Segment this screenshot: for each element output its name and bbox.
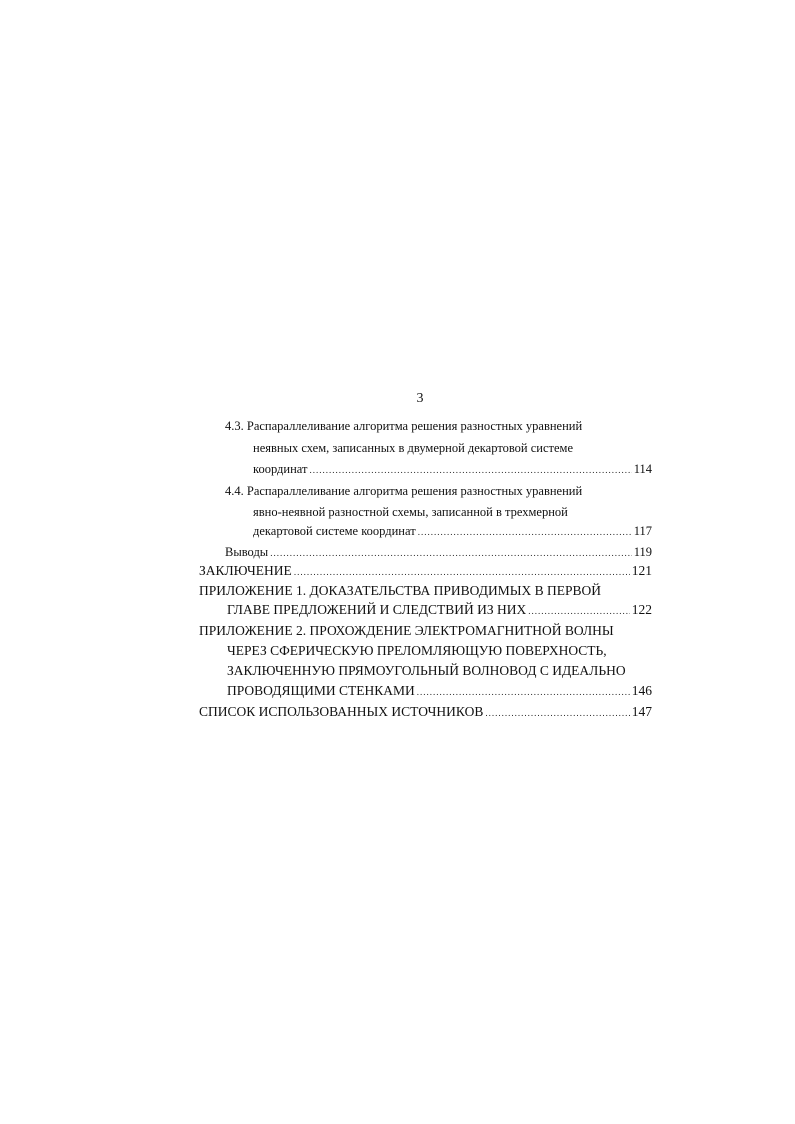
dot-leader <box>270 543 632 563</box>
toc-entry-references-label: СПИСОК ИСПОЛЬЗОВАННЫХ ИСТОЧНИКОВ <box>199 704 484 719</box>
dot-leader <box>528 601 630 621</box>
toc-entry-appendix-1-line-2: ГЛАВЕ ПРЕДЛОЖЕНИЙ И СЛЕДСТВИЙ ИЗ НИХ <box>227 602 527 617</box>
toc-entry-4-3-last-line <box>253 459 652 480</box>
toc-entry-appendix-2-last-line <box>227 681 652 702</box>
toc-entry-4-3-line-2: неявных схем, записанных в двумерной декартовой системе <box>253 441 574 455</box>
toc-entry-conclusions-label: Выводы <box>225 545 269 559</box>
toc-entry-4-4-page: 117 <box>633 524 652 538</box>
toc-entry-references-page: 147 <box>631 704 652 719</box>
toc-entry-appendix-1-line-1: ПРИЛОЖЕНИЕ 1. ДОКАЗАТЕЛЬСТВА ПРИВОДИМЫХ В ПЕРВОЙ <box>199 583 601 598</box>
toc-entry-appendix-2-line-1: ПРИЛОЖЕНИЕ 2. ПРОХОЖДЕНИЕ ЭЛЕКТРОМАГНИТНОЙ ВОЛНЫ <box>199 623 614 638</box>
toc-entry-appendix-2-page: 146 <box>631 683 652 698</box>
toc-entry-appendix-1-page: 122 <box>631 602 652 617</box>
toc-entry-zaklyuchenie-page: 121 <box>631 563 652 578</box>
dot-leader <box>417 682 630 702</box>
toc-entry-appendix-1-last-line <box>227 600 652 621</box>
toc-entry-4-4-line-1: 4.4. Распараллеливание алгоритма решения разностных уравнений <box>225 484 583 498</box>
dot-leader <box>294 562 630 582</box>
dot-leader <box>485 703 629 723</box>
page-number: 3 <box>416 391 424 406</box>
toc-entry-appendix-2-line-3: ЗАКЛЮЧЕННУЮ ПРЯМОУГОЛЬНЫЙ ВОЛНОВОД С ИДЕАЛЬНО <box>227 663 626 678</box>
toc-entry-appendix-2-line-2: ЧЕРЕЗ СФЕРИЧЕСКУЮ ПРЕЛОМЛЯЮЩУЮ ПОВЕРХНОСТЬ, <box>227 643 607 658</box>
toc-entry-4-4-line-2: явно-неявной разностной схемы, записанной в трехмерной <box>253 505 568 519</box>
toc-entry-4-4-line-3: декартовой системе координат <box>253 524 416 538</box>
toc-entry-zaklyuchenie-label: ЗАКЛЮЧЕНИЕ <box>199 563 292 578</box>
toc-entry-4-3-line-3: координат <box>253 462 308 476</box>
toc-entry-4-3-page: 114 <box>633 462 652 476</box>
toc-entry-zaklyuchenie <box>199 561 652 582</box>
toc-entry-conclusions-page: 119 <box>633 545 652 559</box>
dot-leader <box>309 460 631 480</box>
toc-entry-conclusions <box>225 542 652 563</box>
dot-leader <box>418 522 632 542</box>
toc-entry-appendix-2-line-4: ПРОВОДЯЩИМИ СТЕНКАМИ <box>227 683 415 698</box>
toc-entry-references <box>199 702 652 723</box>
toc-entry-4-3-line-1: 4.3. Распараллеливание алгоритма решения разностных уравнений <box>225 419 583 433</box>
toc-entry-4-4-last-line <box>253 521 652 542</box>
